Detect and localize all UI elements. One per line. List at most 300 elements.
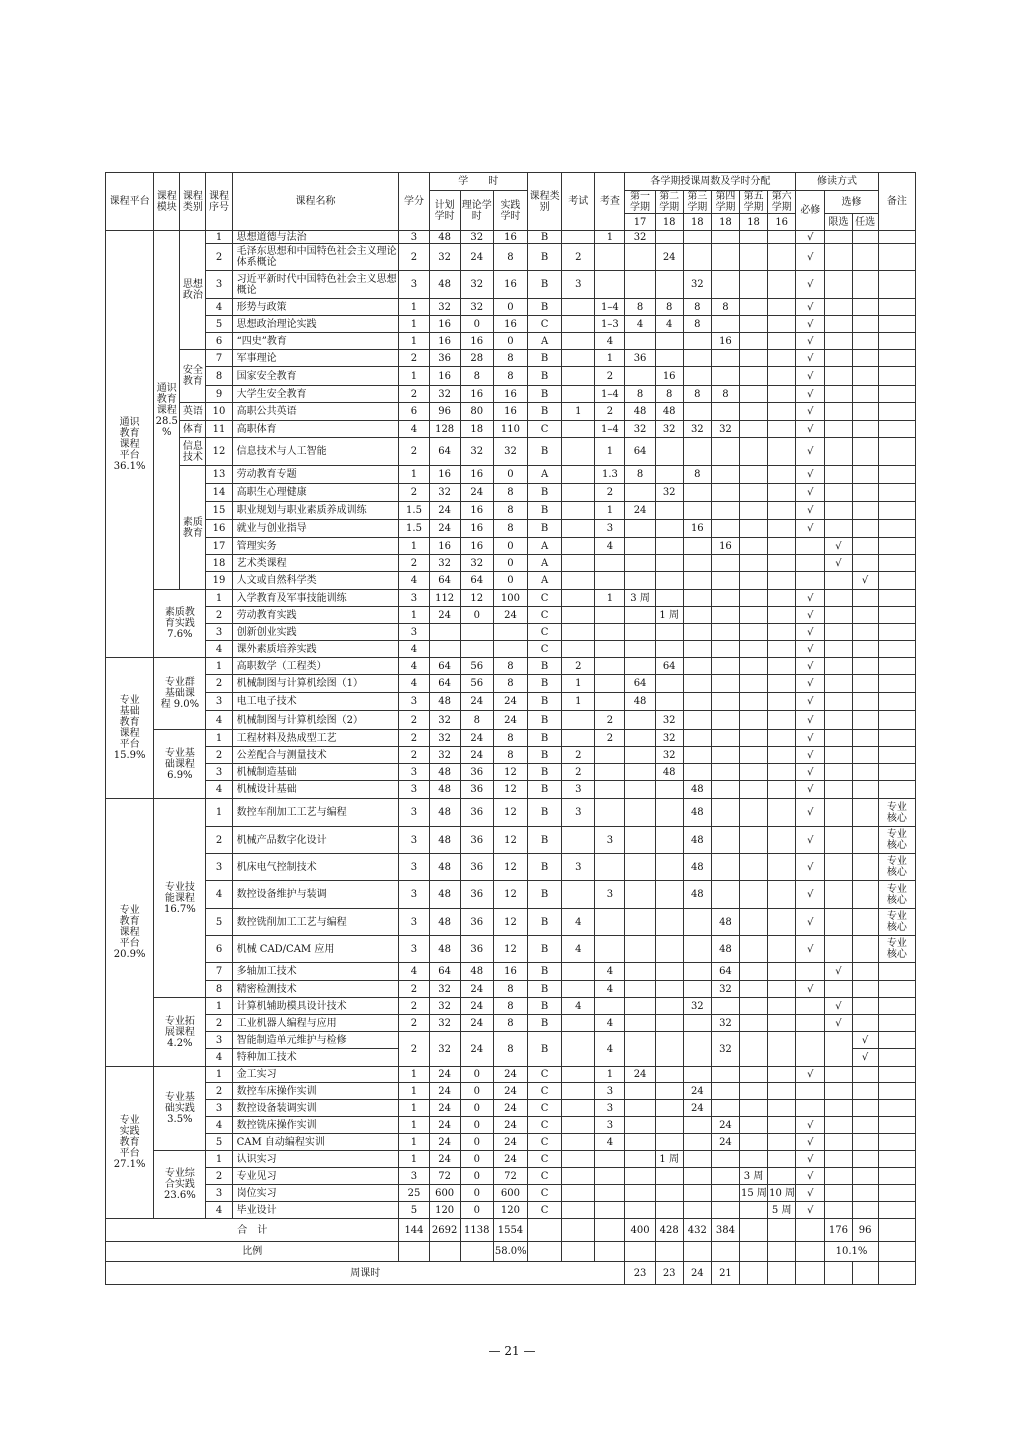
cell-required: [796, 1067, 825, 1083]
cell-s1: 24: [625, 1067, 655, 1083]
cell-credit: 2: [399, 1015, 429, 1032]
cell-s4: [711, 1202, 739, 1219]
table-row: [106, 271, 916, 299]
cell-exam: 4: [562, 909, 595, 936]
cell-optional: [852, 693, 878, 711]
cell-seq: 3: [206, 854, 232, 881]
cell-course-type: C: [528, 590, 562, 607]
cell-course-name: 计算机辅助模具设计技术: [232, 998, 399, 1015]
cell-s3: 32: [683, 421, 711, 438]
cell-remark: [878, 299, 915, 316]
table-row: [106, 675, 916, 693]
header-seq: 课程 序号: [206, 173, 232, 231]
cell-practice-hours: 72: [493, 1168, 527, 1185]
cell-practice-hours: 8: [493, 367, 527, 386]
cell-practice-hours: 8: [493, 747, 527, 764]
cell-course-name: 智能制造单元维护与检修: [232, 1032, 399, 1049]
cell-required: [796, 1083, 825, 1100]
cell-optional: [852, 1151, 878, 1168]
cell-s2: 16: [655, 367, 683, 386]
cell-check: 3: [595, 1117, 625, 1134]
cell-theory-hours: 56: [460, 675, 493, 693]
cell-remark: [878, 572, 915, 590]
cell-check: 2: [595, 367, 625, 386]
weekly-row: [106, 1262, 916, 1285]
cell-practice-hours: 120: [493, 1202, 527, 1219]
cell-required: [796, 421, 825, 438]
cell-plan-hours: 16: [429, 367, 460, 386]
cell-s4: [711, 590, 739, 607]
cell-course-type: A: [528, 572, 562, 590]
cell-required: [796, 747, 825, 764]
check-mark: √: [807, 446, 814, 457]
cell-check: [595, 799, 625, 827]
cell-s3: [683, 590, 711, 607]
ratio-label: 比例: [106, 1242, 399, 1262]
cell-plan-hours: 32: [429, 711, 460, 730]
cell-s5: 3 周: [740, 1168, 768, 1185]
cell-exam: 3: [562, 799, 595, 827]
cell-theory-hours: [460, 641, 493, 658]
check-mark: √: [807, 487, 814, 498]
cell-s1: [625, 730, 655, 747]
cell-s6: [768, 333, 796, 350]
cell-practice-hours: [493, 641, 527, 658]
cell-exam: [562, 1100, 595, 1117]
cell-remark: [878, 747, 915, 764]
cell-s1: [625, 1015, 655, 1032]
cell-exam: 2: [562, 747, 595, 764]
cell-s2: [655, 271, 683, 299]
cell-required: [796, 658, 825, 675]
cell-s1: 4: [625, 316, 655, 333]
cell-theory-hours: 0: [460, 1067, 493, 1083]
cell-plan-hours: 64: [429, 572, 460, 590]
cell-s3: [683, 764, 711, 781]
cell-practice-hours: 0: [493, 299, 527, 316]
check-mark: √: [835, 1000, 842, 1012]
cell-seq: 2: [206, 244, 232, 271]
cell-course-name: 信息技术与人工智能: [232, 438, 399, 466]
check-mark: √: [807, 1170, 814, 1182]
cell-optional: [852, 764, 878, 781]
cell-s1: [625, 936, 655, 963]
cell-practice-hours: 110: [493, 421, 527, 438]
cell-course-type: B: [528, 484, 562, 502]
cell-s3: [683, 350, 711, 367]
cell-s6: [768, 271, 796, 299]
cell-course-type: B: [528, 502, 562, 520]
cell-s3: [683, 244, 711, 271]
check-mark: √: [807, 1187, 814, 1199]
cell-s1: [625, 764, 655, 781]
cell-course-name: 机械设计基础: [232, 781, 399, 799]
cell-check: 3: [595, 881, 625, 909]
cell-credit: 3: [399, 1168, 429, 1185]
cell-limited: [825, 827, 852, 854]
cell-s1: [625, 658, 655, 675]
cell-s4: [711, 271, 739, 299]
cell-s3: [683, 936, 711, 963]
table-row: [106, 799, 916, 827]
cell-practice-hours: 8: [493, 1032, 527, 1067]
cell-required: [796, 607, 825, 624]
cell-limited: [825, 367, 852, 386]
cell-course-type: C: [528, 1067, 562, 1083]
check-mark: √: [807, 423, 814, 435]
totals-theory: 1138: [460, 1219, 493, 1242]
cell-remark: 专业 核心: [878, 827, 915, 854]
cell-course-name: 数控铣床操作实训: [232, 1117, 399, 1134]
header-limited: 限选: [825, 214, 852, 231]
group-label-m3: 专业群 基础课 程 9.0%: [154, 658, 206, 730]
cell-s4: [711, 998, 739, 1015]
cell-course-type: C: [528, 316, 562, 333]
cell-s2: 1 周: [655, 607, 683, 624]
check-mark: √: [807, 807, 814, 818]
check-mark: √: [807, 643, 814, 655]
cell-limited: [825, 1100, 852, 1117]
cell-s2: [655, 1100, 683, 1117]
cell-practice-hours: 16: [493, 386, 527, 403]
table-row: [106, 607, 916, 624]
cell-s4: [711, 641, 739, 658]
cell-s4: 48: [711, 909, 739, 936]
header-theory-hours: 理论学 时: [460, 191, 493, 231]
cell-course-name: 管理实务: [232, 538, 399, 555]
cell-optional: [852, 658, 878, 675]
cell-check: 2: [595, 484, 625, 502]
cell-s5: [740, 466, 768, 484]
cell-course-type: B: [528, 827, 562, 854]
cell-s3: 8: [683, 466, 711, 484]
cell-plan-hours: 32: [429, 386, 460, 403]
cell-limited: [825, 963, 852, 981]
cell-theory-hours: 0: [460, 1117, 493, 1134]
cell-check: [595, 658, 625, 675]
cell-optional: [852, 403, 878, 421]
cell-required: [796, 998, 825, 1015]
cell-theory-hours: 36: [460, 781, 493, 799]
cell-s4: [711, 502, 739, 520]
cell-s1: 48: [625, 403, 655, 421]
check-mark: √: [807, 1136, 814, 1148]
cell-s1: [625, 607, 655, 624]
cell-s2: 32: [655, 711, 683, 730]
cell-optional: [852, 231, 878, 244]
totals-optional: 96: [852, 1219, 878, 1242]
cell-s4: [711, 484, 739, 502]
cell-s1: 8: [625, 299, 655, 316]
cell-practice-hours: 0: [493, 538, 527, 555]
cell-required: [796, 502, 825, 520]
cell-s2: [655, 799, 683, 827]
cell-course-type: B: [528, 231, 562, 244]
cell-course-name: 高职体育: [232, 421, 399, 438]
table-row: [106, 438, 916, 466]
cell-required: [796, 299, 825, 316]
cell-check: [595, 1151, 625, 1168]
cell-required: [796, 693, 825, 711]
cell-practice-hours: 12: [493, 827, 527, 854]
cell-practice-hours: 24: [493, 1083, 527, 1100]
cell-required: [796, 1015, 825, 1032]
cell-practice-hours: 12: [493, 781, 527, 799]
cell-s1: 8: [625, 466, 655, 484]
cell-credit: 1.5: [399, 502, 429, 520]
cell-credit: 2: [399, 386, 429, 403]
cell-required: [796, 781, 825, 799]
cell-s3: [683, 1015, 711, 1032]
cell-plan-hours: 64: [429, 675, 460, 693]
cell-course-type: B: [528, 711, 562, 730]
weekly-s3: 24: [683, 1262, 711, 1285]
cell-required: [796, 711, 825, 730]
cell-theory-hours: 0: [460, 1100, 493, 1117]
table-row: [106, 747, 916, 764]
cell-theory-hours: 24: [460, 981, 493, 998]
check-mark: √: [807, 523, 814, 534]
cell-optional: [852, 502, 878, 520]
cell-limited: [825, 607, 852, 624]
cell-s5: [740, 730, 768, 747]
cell-s5: [740, 711, 768, 730]
header-hours: 学 时: [429, 173, 527, 191]
cell-required: [796, 675, 825, 693]
cell-practice-hours: 24: [493, 1134, 527, 1151]
cell-exam: [562, 520, 595, 538]
cell-course-name: 机械制造基础: [232, 764, 399, 781]
cell-course-type: C: [528, 624, 562, 641]
cell-course-name: 思想道德与法治: [232, 231, 399, 244]
cell-limited: [825, 1032, 852, 1067]
cell-theory-hours: 36: [460, 854, 493, 881]
cell-course-name: 专业见习: [232, 1168, 399, 1185]
table-row: [106, 350, 916, 367]
cell-s5: [740, 271, 768, 299]
cell-practice-hours: 16: [493, 403, 527, 421]
cell-s5: [740, 998, 768, 1015]
cell-exam: [562, 881, 595, 909]
cell-check: 1: [595, 231, 625, 244]
cell-optional: [852, 1168, 878, 1185]
cell-s6: [768, 1151, 796, 1168]
cell-remark: 专业 核心: [878, 881, 915, 909]
cell-check: [595, 764, 625, 781]
cell-check: 3: [595, 827, 625, 854]
weekly-s4: 21: [711, 1262, 739, 1285]
cell-remark: [878, 231, 915, 244]
cell-practice-hours: 12: [493, 854, 527, 881]
cell-check: [595, 675, 625, 693]
cell-credit: 1: [399, 1083, 429, 1100]
cell-remark: 专业 核心: [878, 854, 915, 881]
cell-credit: 3: [399, 881, 429, 909]
cell-check: [595, 693, 625, 711]
cell-remark: [878, 466, 915, 484]
cell-required: [796, 333, 825, 350]
cell-practice-hours: 8: [493, 502, 527, 520]
curriculum-table: [105, 172, 916, 1285]
cell-limited: [825, 350, 852, 367]
cell-s6: [768, 1134, 796, 1151]
cell-practice-hours: 24: [493, 711, 527, 730]
cell-remark: [878, 641, 915, 658]
cell-s5: [740, 624, 768, 641]
cell-required: [796, 827, 825, 854]
table-row: [106, 231, 916, 244]
check-mark: √: [807, 352, 814, 364]
cell-s4: [711, 438, 739, 466]
header-weeks-1: 17: [625, 214, 655, 231]
cell-s3: 16: [683, 520, 711, 538]
cell-s6: [768, 1032, 796, 1067]
cell-limited: [825, 1134, 852, 1151]
cell-optional: [852, 538, 878, 555]
cell-course-name: 机械制图与计算机绘图（2）: [232, 711, 399, 730]
cell-seq: 2: [206, 1168, 232, 1185]
cell-s1: 36: [625, 350, 655, 367]
cell-seq: 6: [206, 936, 232, 963]
cell-s3: 48: [683, 781, 711, 799]
cell-s2: [655, 981, 683, 998]
cell-course-type: B: [528, 998, 562, 1015]
cell-required: [796, 1100, 825, 1117]
cell-s1: [625, 1168, 655, 1185]
cell-limited: [825, 711, 852, 730]
cell-limited: [825, 244, 852, 271]
cell-limited: [825, 1185, 852, 1202]
header-check: 考查: [595, 173, 625, 231]
cell-check: [595, 1168, 625, 1185]
cell-exam: [562, 333, 595, 350]
cell-s5: [740, 231, 768, 244]
cell-limited: [825, 438, 852, 466]
cell-s2: [655, 1134, 683, 1151]
cell-credit: 3: [399, 781, 429, 799]
cell-seq: 1: [206, 1067, 232, 1083]
cell-limited: [825, 641, 852, 658]
cell-seq: 3: [206, 1032, 232, 1049]
cell-course-name: 军事理论: [232, 350, 399, 367]
group-label-m6: 专业拓 展课程 4.2%: [154, 998, 206, 1067]
cell-s4: [711, 231, 739, 244]
cell-practice-hours: 12: [493, 881, 527, 909]
cell-seq: 4: [206, 881, 232, 909]
cell-seq: 10: [206, 403, 232, 421]
cell-s1: 32: [625, 231, 655, 244]
cell-optional: [852, 1185, 878, 1202]
cell-course-name: 艺术类课程: [232, 555, 399, 572]
cell-limited: [825, 1117, 852, 1134]
table-row: [106, 1117, 916, 1134]
cell-s4: [711, 607, 739, 624]
check-mark: √: [807, 696, 814, 707]
cell-s4: 24: [711, 1117, 739, 1134]
cell-course-type: A: [528, 466, 562, 484]
cell-s5: [740, 1083, 768, 1100]
group-label-m7: 专业基 础实践 3.5%: [154, 1067, 206, 1151]
cell-s2: [655, 1117, 683, 1134]
header-practice-hours: 实践 学时: [493, 191, 527, 231]
cell-optional: [852, 367, 878, 386]
cell-course-name: 职业规划与职业素质养成训练: [232, 502, 399, 520]
cell-s1: [625, 854, 655, 881]
cell-remark: [878, 730, 915, 747]
cell-course-type: B: [528, 658, 562, 675]
cell-remark: [878, 555, 915, 572]
cell-course-name: 就业与创业指导: [232, 520, 399, 538]
cell-s5: [740, 1151, 768, 1168]
cell-exam: [562, 590, 595, 607]
cell-exam: [562, 641, 595, 658]
cell-course-type: C: [528, 641, 562, 658]
cell-plan-hours: 32: [429, 1015, 460, 1032]
weekly-s2: 23: [655, 1262, 683, 1285]
cell-required: [796, 881, 825, 909]
table-body: [106, 231, 916, 1219]
check-mark: √: [807, 943, 814, 955]
cell-s3: [683, 1202, 711, 1219]
table-row: [106, 502, 916, 520]
cell-s3: [683, 333, 711, 350]
table-row: [106, 730, 916, 747]
cell-required: [796, 271, 825, 299]
cell-remark: [878, 607, 915, 624]
cell-s4: [711, 1168, 739, 1185]
cell-seq: 18: [206, 555, 232, 572]
cell-s6: [768, 1015, 796, 1032]
cell-s5: [740, 555, 768, 572]
cell-practice-hours: 12: [493, 799, 527, 827]
cell-course-name: “四史”教育: [232, 333, 399, 350]
header-exam: 考试: [562, 173, 595, 231]
cell-limited: [825, 538, 852, 555]
cell-plan-hours: [429, 641, 460, 658]
cell-remark: [878, 316, 915, 333]
cell-credit: 2: [399, 981, 429, 998]
cell-practice-hours: 0: [493, 555, 527, 572]
cell-course-type: B: [528, 403, 562, 421]
cell-credit: 3: [399, 231, 429, 244]
cell-practice-hours: 600: [493, 1185, 527, 1202]
cell-s1: [625, 827, 655, 854]
cell-plan-hours: 32: [429, 1032, 460, 1067]
cell-remark: [878, 693, 915, 711]
cell-plan-hours: 24: [429, 1151, 460, 1168]
cell-optional: [852, 1100, 878, 1117]
cell-plan-hours: 16: [429, 333, 460, 350]
cell-course-name: 高职生心理健康: [232, 484, 399, 502]
cell-s4: [711, 1100, 739, 1117]
cell-s3: 48: [683, 854, 711, 881]
cell-s1: [625, 781, 655, 799]
check-mark: √: [807, 626, 814, 638]
cell-course-name: 劳动教育实践: [232, 607, 399, 624]
cell-course-name: 形势与政策: [232, 299, 399, 316]
cell-s6: [768, 438, 796, 466]
cell-s5: [740, 1134, 768, 1151]
cell-check: [595, 747, 625, 764]
cell-limited: [825, 936, 852, 963]
cell-s4: [711, 316, 739, 333]
cell-s6: [768, 538, 796, 555]
header-elective: 选修: [825, 191, 878, 214]
table-row: [106, 641, 916, 658]
cell-s6: [768, 231, 796, 244]
cell-optional: [852, 1067, 878, 1083]
cell-credit: 5: [399, 1202, 429, 1219]
